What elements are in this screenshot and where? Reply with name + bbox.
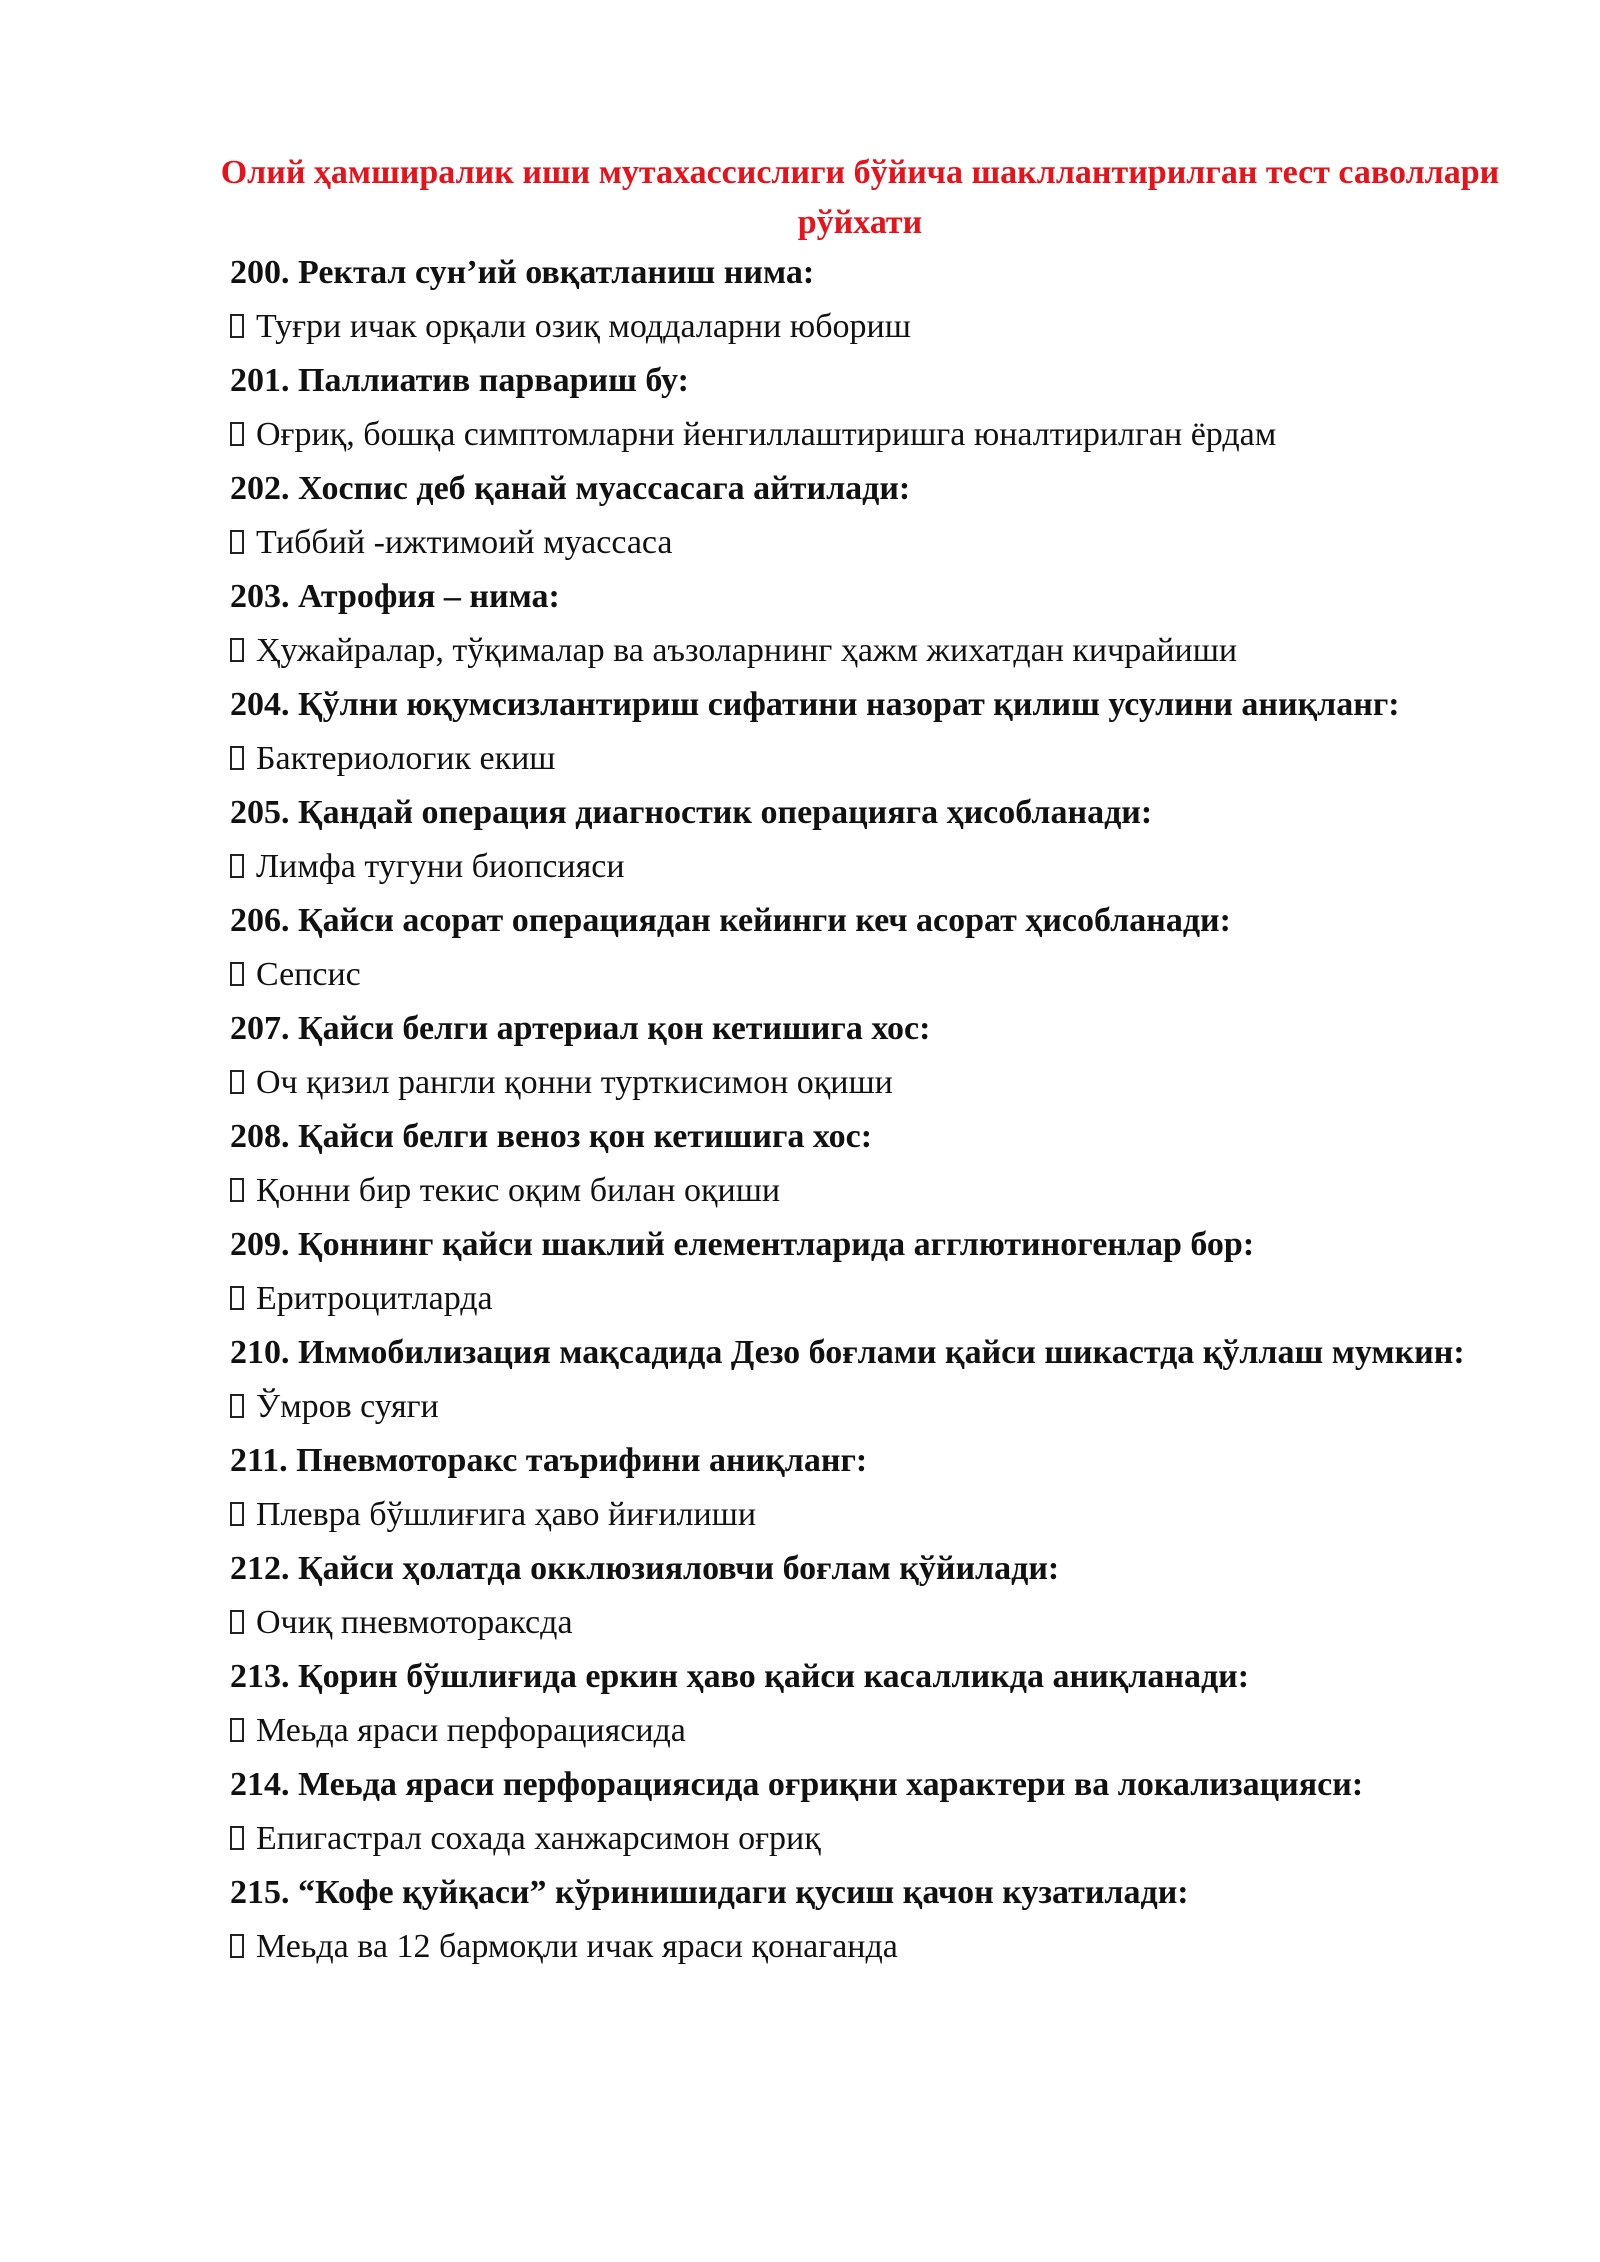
- question-item: [230, 1544, 1530, 1652]
- checkbox-icon: [230, 1394, 244, 1418]
- answer-line: [230, 1918, 1530, 1976]
- answer-text: Бактериологик екиш: [256, 740, 556, 777]
- checkbox-icon: [230, 1286, 244, 1310]
- checkbox-icon: [230, 1826, 244, 1850]
- question-text: 211. Пневмоторакс таърифини аниқланг:: [230, 1442, 868, 1479]
- question-item: [230, 1004, 1530, 1112]
- question-item: [230, 356, 1530, 464]
- question-text: 204. Қўлни юқумсизлантириш сифатини назорат қилиш усулини аниқланг:: [230, 686, 1400, 723]
- question-item: [230, 464, 1530, 572]
- checkbox-icon: [230, 854, 244, 878]
- question-text: 201. Паллиатив парвариш бу:: [230, 362, 689, 399]
- answer-line: [230, 1594, 1530, 1652]
- answer-text: Ўмров суяги: [256, 1388, 439, 1425]
- answer-line: [230, 1702, 1530, 1760]
- question-text: 203. Атрофия – нима:: [230, 578, 560, 615]
- answer-text: Туғри ичак орқали озиқ моддаларни юбориш: [256, 308, 911, 345]
- answer-line: [230, 1378, 1530, 1436]
- question-text: 200. Ректал сун’ий овқатланиш нима:: [230, 254, 815, 291]
- question-text: 202. Хоспис деб қанай муассасага айтилади:: [230, 470, 911, 507]
- checkbox-icon: [230, 1610, 244, 1634]
- checkbox-icon: [230, 314, 244, 338]
- question-text: 206. Қайси асорат операциядан кейинги кеч асорат ҳисобланади:: [230, 902, 1231, 939]
- question-item: [230, 1652, 1530, 1760]
- checkbox-icon: [230, 422, 244, 446]
- question-text: 205. Қандай операция диагностик операцияга ҳисобланади:: [230, 794, 1153, 831]
- question-text: 210. Иммобилизация мақсадида Дезо боғлами қайси шикастда қўллаш мумкин:: [230, 1334, 1465, 1371]
- answer-line: [230, 1054, 1530, 1112]
- question-item: [230, 1436, 1530, 1544]
- checkbox-icon: [230, 962, 244, 986]
- answer-line: [230, 946, 1530, 1004]
- answer-text: Лимфа тугуни биопсияси: [256, 848, 625, 885]
- answer-line: [230, 622, 1530, 680]
- checkbox-icon: [230, 638, 244, 662]
- answer-line: [230, 730, 1530, 788]
- answer-text: Еритроцитларда: [256, 1280, 493, 1317]
- checkbox-icon: [230, 1178, 244, 1202]
- question-text: 214. Меьда яраси перфорациясида оғриқни характери ва локализацияси:: [230, 1766, 1364, 1803]
- checkbox-icon: [230, 1934, 244, 1958]
- checkbox-icon: [230, 1718, 244, 1742]
- answer-text: Очиқ пневмотораксда: [256, 1604, 573, 1641]
- question-item: [230, 788, 1530, 896]
- answer-line: [230, 1810, 1530, 1868]
- checkbox-icon: [230, 1070, 244, 1094]
- question-text: 209. Қоннинг қайси шаклий елементларида агглютиногенлар бор:: [230, 1226, 1255, 1263]
- answer-text: Плевра бўшлиғига ҳаво йиғилиши: [256, 1496, 757, 1533]
- answer-line: [230, 838, 1530, 896]
- question-text: 207. Қайси белги артериал қон кетишига хос:: [230, 1010, 931, 1047]
- question-item: [230, 1220, 1530, 1328]
- answer-text: Епигастрал сохада ханжарсимон оғриқ: [256, 1820, 821, 1857]
- answer-text: Сепсис: [256, 956, 361, 993]
- answer-line: [230, 1270, 1530, 1328]
- checkbox-icon: [230, 746, 244, 770]
- question-item: [230, 1760, 1530, 1868]
- answer-text: Тиббий -ижтимоий муассаса: [256, 524, 673, 561]
- question-text: 213. Қорин бўшлиғида еркин ҳаво қайси касалликда аниқланади:: [230, 1658, 1250, 1695]
- answer-text: Оч қизил рангли қонни турткисимон оқиши: [256, 1064, 893, 1101]
- question-item: [230, 248, 1530, 356]
- question-text: 208. Қайси белги веноз қон кетишига хос:: [230, 1118, 873, 1155]
- answer-line: [230, 514, 1530, 572]
- answer-text: Меьда яраси перфорациясида: [256, 1712, 686, 1749]
- answer-line: [230, 1162, 1530, 1220]
- question-item: [230, 1112, 1530, 1220]
- answer-text: Оғриқ, бошқа симптомларни йенгиллаштиришга юналтирилган ёрдам: [256, 416, 1277, 453]
- answer-text: Меьда ва 12 бармоқли ичак яраси қонаганда: [256, 1928, 898, 1965]
- question-text: 212. Қайси ҳолатда окклюзияловчи боғлам қўйилади:: [230, 1550, 1060, 1587]
- question-item: [230, 1868, 1530, 1976]
- question-list: [230, 248, 1530, 1976]
- checkbox-icon: [230, 530, 244, 554]
- question-item: [230, 572, 1530, 680]
- question-item: [230, 896, 1530, 1004]
- answer-line: [230, 298, 1530, 356]
- question-text: 215. “Кофе қуйқаси” кўринишидаги қусиш қачон кузатилади:: [230, 1874, 1189, 1911]
- answer-line: [230, 406, 1530, 464]
- document-title: Олий ҳамширалик иши мутахассислиги бўйича шакллантирилган тест саволлари рўйхати: [220, 154, 1500, 241]
- question-item: [230, 1328, 1530, 1436]
- answer-text: Қонни бир текис оқим билан оқиши: [256, 1172, 781, 1209]
- checkbox-icon: [230, 1502, 244, 1526]
- question-item: [230, 680, 1530, 788]
- answer-line: [230, 1486, 1530, 1544]
- answer-text: Ҳужайралар, тўқималар ва аъзоларнинг ҳажм жихатдан кичрайиши: [256, 632, 1238, 669]
